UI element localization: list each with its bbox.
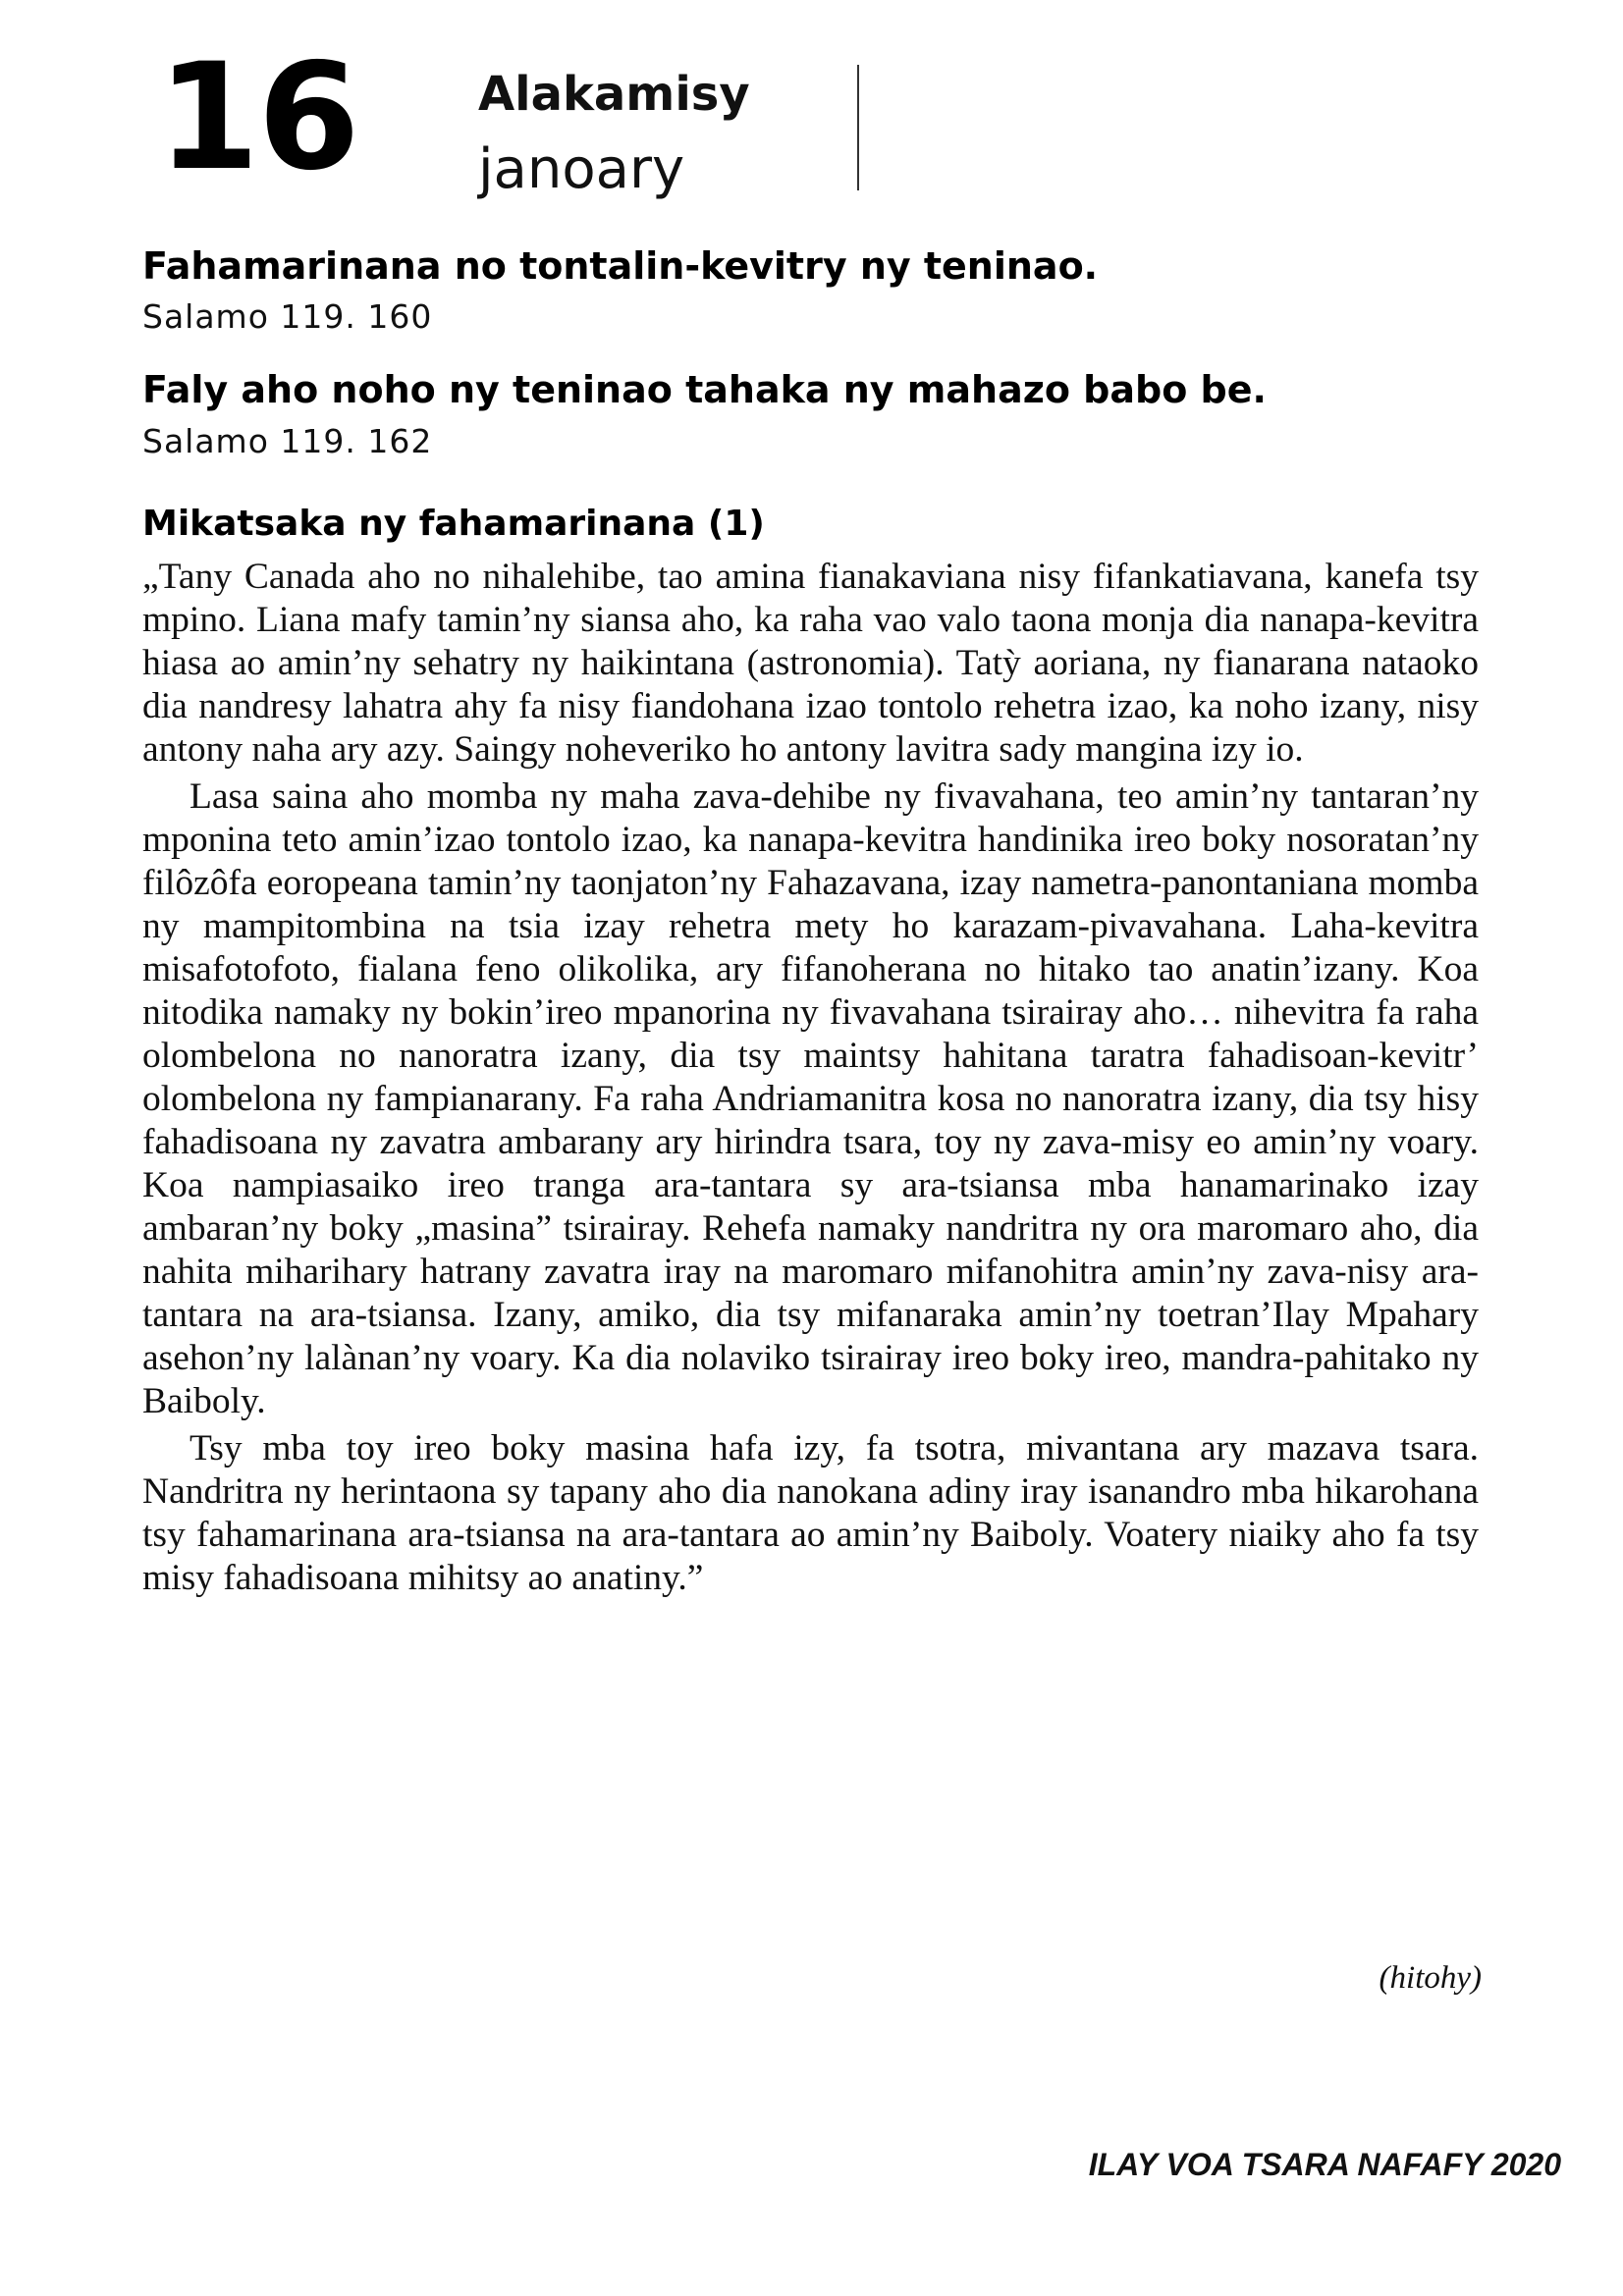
header-divider [857,65,859,190]
article-paragraph-2: Lasa saina aho momba ny maha zava-dehibe ny fivavahana, teo amin’ny tantaran’ny mponina teto amin’izao tontolo izao, ka nanapa-kevitra handinika ireo boky nosoratan’ny filôzôfa eoropeana tamin’ny taonjaton’ny Fahazavana, izay nametra-panontaniana momba ny mampitombina na tsia izay rehetra mety ho karazam-pivavahana. Laha-kevitra misafotofoto, fialana feno olikolika, ary fifanoherana no hitako tao anatin’izany. Koa nitodika namaky ny bokin’ireo mpanorina ny fivavahana tsirairay aho… nihevitra fa raha olombelona no nanoratra izany, dia tsy maintsy hahitana taratra fahadisoan-kevitr’ olombelona ny fampianarany. Fa raha Andriamanitra kosa no nanoratra izany, dia tsy hisy fahadisoana ny zavatra ambarany ary hirindra tsara, toy ny zava-misy eo amin’ny voary. Koa nampiasaiko ireo tranga ara-tantara sy ara-tsiansa mba hanamarinako izay ambaran’ny boky „masina” tsirairay. Rehefa namaky nandritra ny ora maromaro aho, dia nahita miharihary hatrany zavatra iray na maromaro mifanohitra amin’ny zava-nisy ara-tantara na ara-tsiansa. Izany, amiko, dia tsy mifanaraka amin’ny toetran’Ilay Mpahary asehon’ny lalànan’ny voary. Ka dia nolaviko tsirairay ireo boky ireo, mandra-pahitako ny Baiboly. [142,776,1479,1421]
article-title: Mikatsaka ny fahamarinana (1) [142,504,765,544]
article-body [142,556,1479,1600]
verse-1-reference: Salamo 119. 160 [142,297,433,336]
verse-2-reference: Salamo 119. 162 [142,422,433,460]
verse-2-text: Faly aho noho ny teninao tahaka ny mahazo babo be. [142,368,1267,411]
footer-text: ILAY VOA TSARA NAFAFY 2020 [1088,2147,1561,2182]
weekday-label: Alakamisy [478,67,750,122]
article-paragraph-3: Tsy mba toy ireo boky masina hafa izy, fa tsotra, mivantana ary mazava tsara. Nandritra ny herintaona sy tapany aho dia nanokana adiny iray isanandro mba hikarohana tsy fahamarinana ara-tsiansa na ara-tantara ao amin’ny Baiboly. Voatery niaiky aho fa tsy misy fahadisoana mihitsy ao anatiny.” [142,1428,1479,1598]
month-label: janoary [478,137,685,201]
article-paragraph-1: „Tany Canada aho no nihalehibe, tao amina fianakaviana nisy fifankatiavana, kanefa tsy mpino. Liana mafy tamin’ny siansa aho, ka raha vao valo taona monja dia nanapa-kevitra hiasa ao amin’ny sehatry ny haikintana (astronomia). Tatỳ aoriana, ny fianarana nataoko dia nandresy lahatra ahy fa nisy fiandohana izao tontolo rehetra izao, ka noho izany, nisy antony naha ary azy. Saingy noheveriko ho antony lavitra sady mangina izy io. [142,557,1479,770]
verse-1-text: Fahamarinana no tontalin-kevitry ny teninao. [142,244,1099,288]
article-signature: (hitohy) [1379,1960,1482,1996]
date-number: 16 [157,32,358,203]
